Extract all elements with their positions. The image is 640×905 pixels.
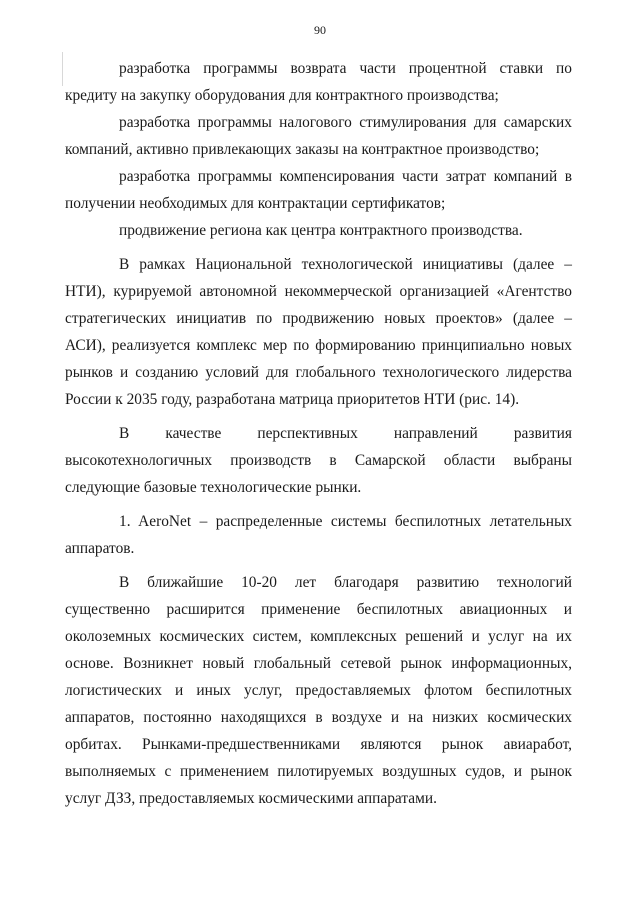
paragraph-program-certificates: разработка программы компенсирования части затрат компаний в получении необходимых для контрактации сертификатов; bbox=[65, 168, 572, 212]
paragraph-aeronet: 1. AeroNet – распределенные системы беспилотных летательных аппаратов. bbox=[65, 513, 572, 557]
paragraph-program-tax-incentives: разработка программы налогового стимулирования для самарских компаний, активно привлекающих заказы на контрактное производство; bbox=[65, 114, 572, 158]
paragraph-nti: В рамках Национальной технологической инициативы (далее – НТИ), курируемой автономной некоммерческой организацией «Агентство стратегических инициатив по продвижению новых проектов» (далее – АСИ), реализуется комплекс мер по формированию принципиально новых рынков и созданию условий для глобального технологического лидерства России к 2035 году, разработана матрица приоритетов НТИ (рис. 14). bbox=[65, 256, 572, 408]
paragraph-region-promotion: продвижение региона как центра контрактного производства. bbox=[119, 222, 523, 239]
paragraph-uav-outlook: В ближайшие 10-20 лет благодаря развитию технологий существенно расширится применение беспилотных авиационных и околоземных космических систем, комплексных решений и услуг на их основе. Возникнет новый глобальный сетевой рынок информационных, логистических и иных услуг, предоставляемых флотом беспилотных аппаратов, постоянно находящихся в воздухе и на низких космических орбитах. Рынками-предшественниками являются рынок авиаработ, выполняемых с применением пилотируемых воздушных судов, и рынок услуг ДЗЗ, предоставляемых космическими аппаратами. bbox=[65, 574, 572, 807]
body-text bbox=[65, 55, 572, 812]
page-number: 90 bbox=[314, 23, 326, 37]
margin-mark bbox=[62, 52, 63, 86]
paragraph-technology-markets: В качестве перспективных направлений развития высокотехнологичных производств в Самарской области выбраны следующие базовые технологические рынки. bbox=[65, 425, 572, 496]
paragraph-program-interest-rate: разработка программы возврата части процентной ставки по кредиту на закупку оборудования для контрактного производства; bbox=[65, 60, 572, 104]
